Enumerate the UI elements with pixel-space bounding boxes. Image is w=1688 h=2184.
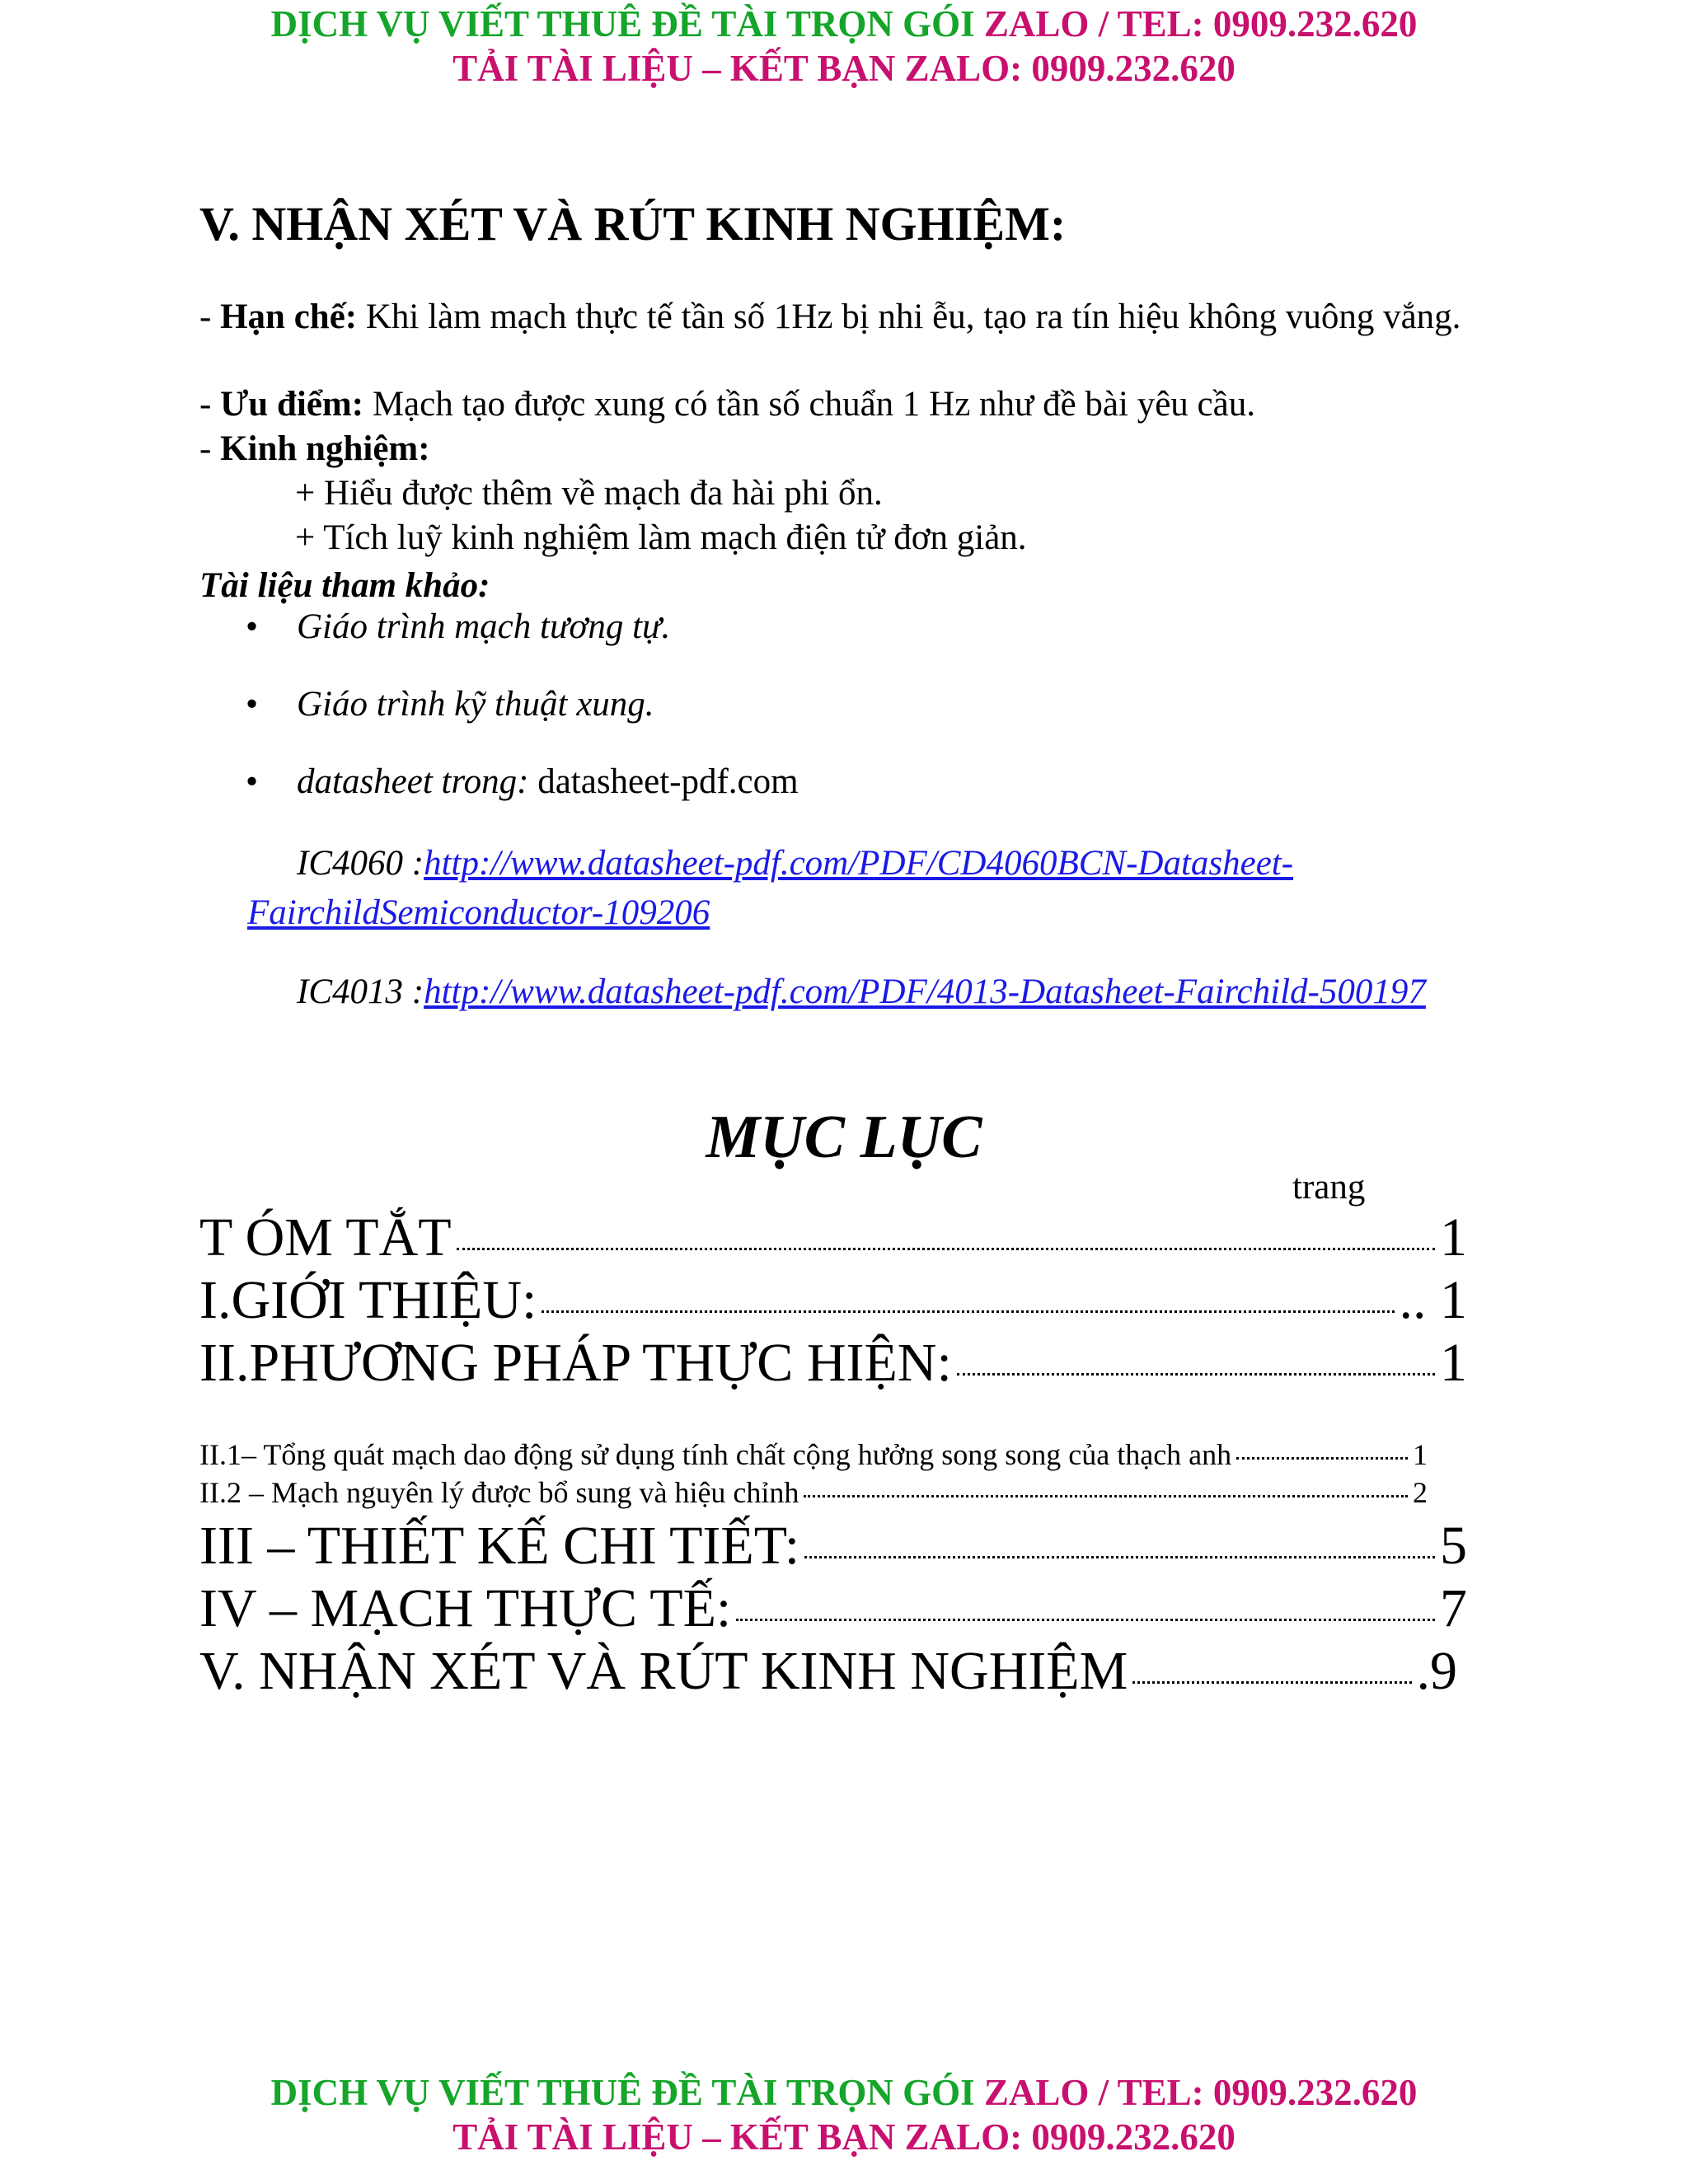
dot-leader bbox=[542, 1310, 1394, 1313]
dot-leader bbox=[804, 1556, 1435, 1558]
kinh-nghiem-label: Kinh nghiệm: bbox=[220, 429, 430, 468]
toc-entry[interactable]: II.PHƯƠNG PHÁP THỰC HIỆN: 1 bbox=[199, 1333, 1467, 1393]
ic4013-label: IC4013 : bbox=[297, 972, 424, 1011]
toc-entry[interactable]: II.1– Tổng quát mạch dao động sử dụng tính chất cộng hưởng song song của thạch anh 1 bbox=[199, 1438, 1428, 1471]
toc-entry[interactable]: IV – MẠCH THỰC TẾ: 7 bbox=[199, 1578, 1467, 1638]
reference-item: • Giáo trình kỹ thuật xung. bbox=[246, 685, 654, 724]
uu-diem-text: Mạch tạo được xung có tần số chuẩn 1 Hz như đề bài yêu cầu. bbox=[372, 385, 1255, 424]
bullet-icon: • bbox=[246, 685, 259, 724]
toc-entry[interactable]: III – THIẾT KẾ CHI TIẾT: 5 bbox=[199, 1516, 1467, 1576]
toc-entry[interactable]: I.GIỚI THIỆU: .. 1 bbox=[199, 1270, 1467, 1330]
ic4060-reference bbox=[247, 839, 1484, 938]
datasheet-label: datasheet trong: bbox=[297, 762, 529, 801]
uu-diem-label: Ưu điểm: bbox=[220, 385, 364, 424]
han-che-label: Hạn chế: bbox=[220, 298, 358, 336]
ic4060-label: IC4060 : bbox=[297, 844, 424, 883]
ic4060-link[interactable]: http://www.datasheet-pdf.com/PDF/CD4060BCN-Datasheet-FairchildSemiconductor-109206 bbox=[247, 844, 1294, 932]
reference-item bbox=[246, 762, 799, 802]
banner-line-2: TẢI TÀI LIỆU – KẾT BẠN ZALO: 0909.232.620 bbox=[452, 2116, 1236, 2158]
toc-title: MỤC LỤC bbox=[706, 1104, 982, 1171]
ic4013-reference bbox=[247, 968, 1484, 1017]
header-banner bbox=[0, 2, 1688, 91]
references-title: Tài liệu tham khảo: bbox=[199, 566, 490, 605]
han-che-text: Khi làm mạch thực tế tần số 1Hz bị nhi ễu, tạo ra tín hiệu không vuông vắng. bbox=[365, 298, 1461, 336]
banner-contact-text: ZALO / TEL: 0909.232.620 bbox=[983, 3, 1418, 45]
bullet-icon: • bbox=[246, 607, 259, 646]
uu-diem-paragraph: - Ưu điểm: Mạch tạo được xung có tần số chuẩn 1 Hz như đề bài yêu cầu. bbox=[199, 385, 1255, 424]
toc-entry[interactable]: T ÓM TẮT 1 bbox=[199, 1207, 1467, 1268]
banner-service-text: DỊCH VỤ VIẾT THUÊ ĐỀ TÀI TRỌN GÓI bbox=[270, 3, 975, 45]
bullet-icon: • bbox=[246, 762, 259, 801]
dot-leader bbox=[736, 1619, 1435, 1621]
kinh-nghiem-item: + Tích luỹ kinh nghiệm làm mạch điện tử đơn giản. bbox=[295, 518, 1027, 557]
toc-page-header: trang bbox=[1292, 1168, 1366, 1207]
banner-line-1 bbox=[0, 2, 1688, 46]
reference-item: • Giáo trình mạch tương tự. bbox=[246, 607, 671, 646]
dot-leader bbox=[1236, 1457, 1408, 1460]
han-che-paragraph: - Hạn chế: Khi làm mạch thực tế tần số 1Hz bị nhi ễu, tạo ra tín hiệu không vuông vắng. bbox=[199, 298, 1461, 336]
kinh-nghiem-paragraph: - Kinh nghiệm: bbox=[199, 429, 430, 468]
dot-leader bbox=[804, 1495, 1408, 1497]
dot-leader bbox=[457, 1248, 1435, 1250]
kinh-nghiem-item: + Hiểu được thêm về mạch đa hài phi ổn. bbox=[295, 474, 883, 513]
toc-entry[interactable]: V. NHẬN XÉT VÀ RÚT KINH NGHIỆM .9 bbox=[199, 1641, 1457, 1701]
ic4013-link[interactable]: http://www.datasheet-pdf.com/PDF/4013-Datasheet-Fairchild-500197 bbox=[424, 972, 1426, 1011]
section-title: V. NHẬN XÉT VÀ RÚT KINH NGHIỆM: bbox=[199, 197, 1067, 251]
dot-leader bbox=[1132, 1681, 1411, 1684]
dot-leader bbox=[957, 1373, 1435, 1376]
datasheet-site: datasheet-pdf.com bbox=[537, 762, 799, 801]
banner-service-text: DỊCH VỤ VIẾT THUÊ ĐỀ TÀI TRỌN GÓI bbox=[270, 2072, 975, 2113]
banner-line-2: TẢI TÀI LIỆU – KẾT BẠN ZALO: 0909.232.620 bbox=[452, 48, 1236, 89]
banner-line-1 bbox=[0, 2070, 1688, 2115]
toc-entry[interactable]: II.2 – Mạch nguyên lý được bổ sung và hiệu chỉnh 2 bbox=[199, 1476, 1428, 1509]
banner-contact-text: ZALO / TEL: 0909.232.620 bbox=[983, 2072, 1418, 2113]
footer-banner bbox=[0, 2070, 1688, 2159]
